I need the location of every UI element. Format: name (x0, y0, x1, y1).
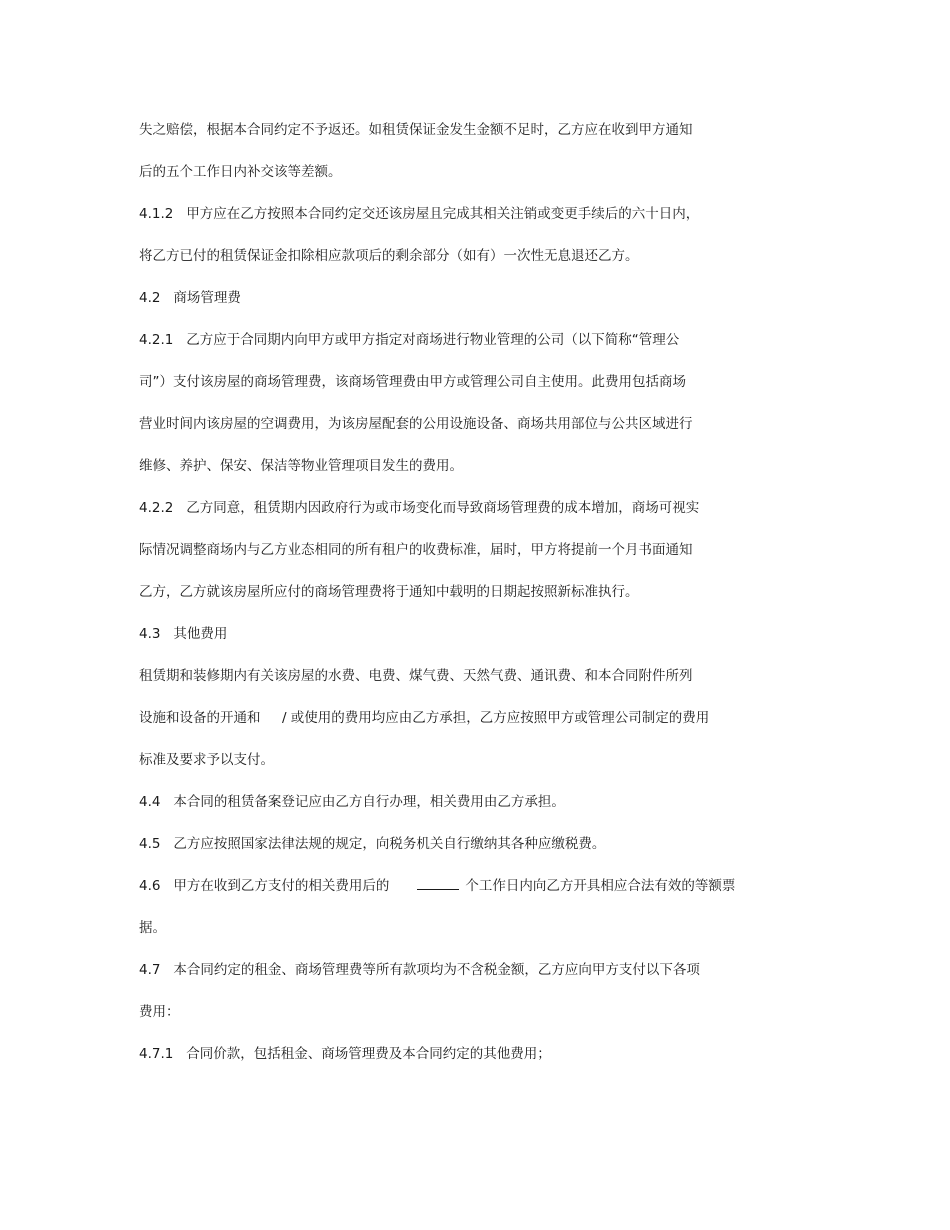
text-line: 失之赔偿，根据本合同约定不予返还。如租赁保证金发生金额不足时，乙方应在收到甲方通知 (139, 122, 693, 138)
text-line: 将乙方已付的租赁保证金扣除相应款项后的剩余部分（如有）一次性无息退还乙方。 (139, 248, 639, 264)
section-heading-4-2: 4.2 商场管理费 (139, 290, 241, 306)
clause-4-1-2: 4.1.2 甲方应在乙方按照本合同约定交还该房屋且完成其相关注销或变更手续后的六十日内， (139, 206, 700, 222)
text-line: 标准及要求予以支付。 (139, 752, 274, 768)
clause-4-6-text-before: 4.6 甲方在收到乙方支付的相关费用后的 (139, 878, 390, 894)
text-line: 乙方，乙方就该房屋所应付的商场管理费将于通知中载明的日期起按照新标准执行。 (139, 584, 639, 600)
text-line: 营业时间内该房屋的空调费用，为该房屋配套的公用设施设备、商场共用部位与公共区域进行 (139, 416, 693, 432)
clause-4-5: 4.5 乙方应按照国家法律法规的规定，向税务机关自行缴纳其各种应缴税费。 (139, 836, 606, 852)
text-line: 租赁期和装修期内有关该房屋的水费、电费、煤气费、天然气费、通讯费、和本合同附件所列 (139, 668, 693, 684)
text-line: 设施和设备的开通和 / 或使用的费用均应由乙方承担，乙方应按照甲方或管理公司制定的费用 (139, 710, 710, 726)
clause-4-7-1: 4.7.1 合同价款，包括租金、商场管理费及本合同约定的其他费用； (139, 1046, 551, 1062)
fill-in-blank (417, 877, 459, 890)
text-line: 费用： (139, 1004, 180, 1020)
clause-4-6 (139, 877, 735, 895)
clause-4-7: 4.7 本合同约定的租金、商场管理费等所有款项均为不含税金额，乙方应向甲方支付以下各项 (139, 962, 700, 978)
clause-4-2-2: 4.2.2 乙方同意，租赁期内因政府行为或市场变化而导致商场管理费的成本增加，商场可视实 (139, 500, 700, 516)
text-line: 维修、养护、保安、保洁等物业管理项目发生的费用。 (139, 458, 463, 474)
clause-4-4: 4.4 本合同的租赁备案登记应由乙方自行办理，相关费用由乙方承担。 (139, 794, 565, 810)
clause-4-2-1: 4.2.1 乙方应于合同期内向甲方或甲方指定对商场进行物业管理的公司（以下简称“管理公 (139, 332, 680, 348)
text-line: 司”）支付该房屋的商场管理费，该商场管理费由甲方或管理公司自主使用。此费用包括商场 (139, 374, 686, 390)
text-line: 后的五个工作日内补交该等差额。 (139, 164, 342, 180)
clause-4-6-text-after: 个工作日内向乙方开具相应合法有效的等额票 (465, 878, 736, 894)
text-line: 际情况调整商场内与乙方业态相同的所有租户的收费标准，届时，甲方将提前一个月书面通知 (139, 542, 693, 558)
text-line: 据。 (139, 920, 166, 936)
section-heading-4-3: 4.3 其他费用 (139, 626, 228, 642)
